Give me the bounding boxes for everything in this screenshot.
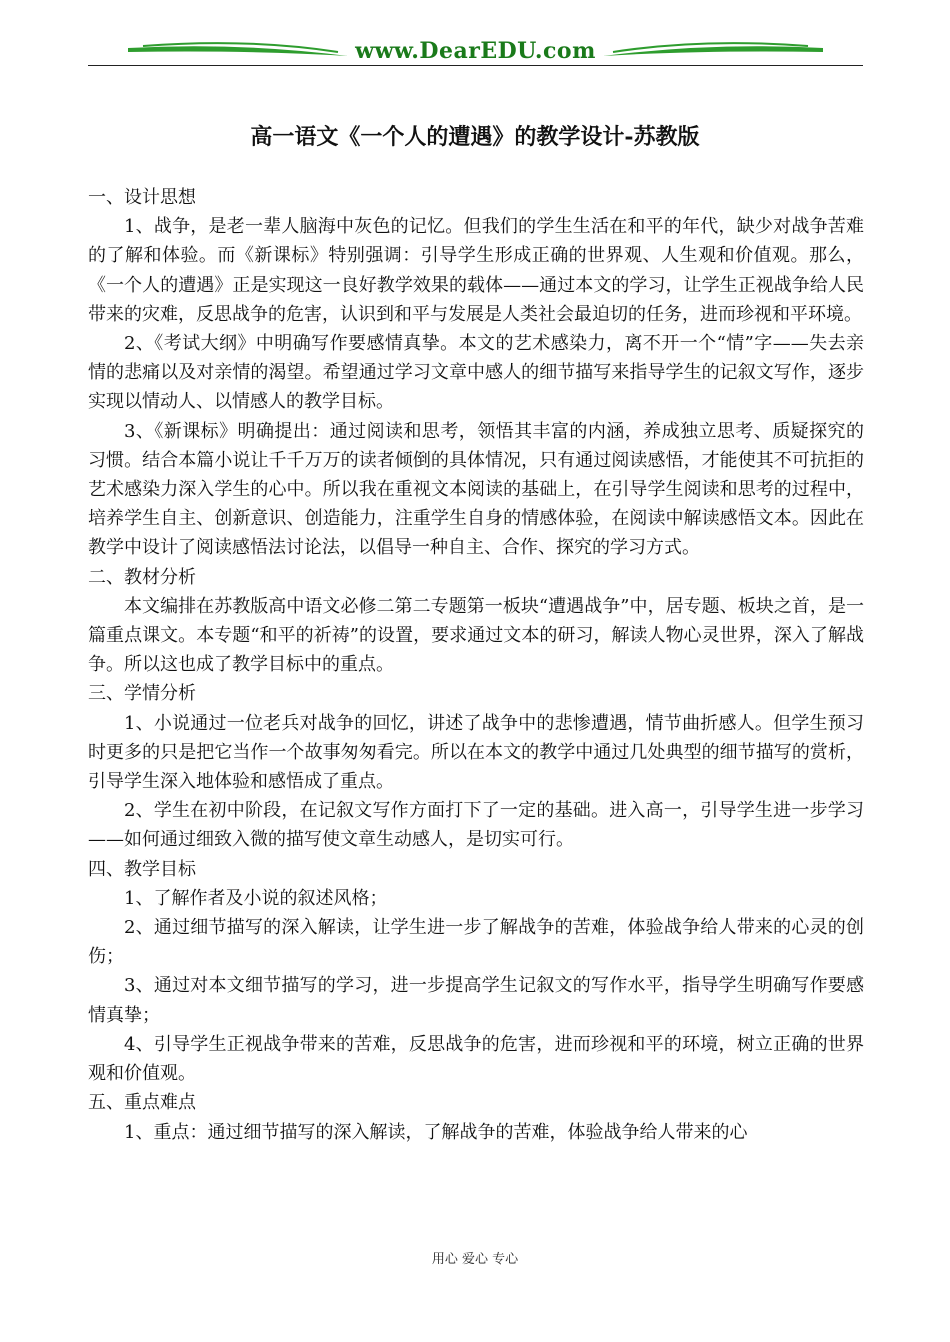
paragraph: 本文编排在苏教版高中语文必修二第二专题第一板块“遭遇战争”中，居专题、板块之首，是一篇重点课文。本专题“和平的祈祷”的设置，要求通过文本的研习，解读人物心灵世界，深入了解战争。所以这也成了教学目标中的重点。 [88,595,864,676]
section-material-analysis [88,563,864,680]
page-footer: 用心 爱心 专心 [431,1252,519,1267]
document-title: 高一语文《一个人的遭遇》的教学设计-苏教版 [250,124,700,150]
section-heading: 二、教材分析 [88,566,196,588]
paragraph: 2、学生在初中阶段，在记叙文写作方面打下了一定的基础。进入高一，引导学生进一步学习——如何通过细致入微的描写使文章生动感人，是切实可行。 [88,800,864,851]
paragraph: 3、《新课标》明确提出：通过阅读和思考，领悟其丰富的内涵，养成独立思考、质疑探究的习惯。结合本篇小说让千千万万的读者倾倒的具体情况，只有通过阅读感悟，才能使其不可抗拒的艺术感染力深入学生的心中。所以我在重视文本阅读的基础上，在引导学生阅读和思考的过程中，培养学生自主、创新意识、创造能力，注重学生自身的情感体验，在阅读中解读感悟文本。因此在教学中设计了阅读感悟法讨论法，以倡导一种自主、合作、探究的学习方式。 [88,420,864,559]
section-heading: 一、设计思想 [88,187,196,208]
section-teaching-goals [88,855,864,1089]
site-logo: www.DearEDU.com [355,38,596,64]
section-heading: 三、学情分析 [88,683,196,705]
paragraph: 1、战争，是老一辈人脑海中灰色的记忆。但我们的学生生活在和平的年代，缺少对战争苦难的了解和体验。而《新课标》特别强调：引导学生形成正确的世界观、人生观和价值观。那么，《一个人的遭遇》正是实现这一良好教学效果的载体——通过本文的学习，让学生正视战争给人民带来的灾难，反思战争的危害，认识到和平与发展是人类社会最迫切的任务，进而珍视和平环境。 [88,216,864,325]
paragraph: 4、引导学生正视战争带来的苦难，反思战争的危害，进而珍视和平的环境，树立正确的世界观和价值观。 [88,1033,864,1085]
paragraph: 3、通过对本文细节描写的学习，进一步提高学生记叙文的写作水平，指导学生明确写作要感情真挚； [88,975,864,1026]
document-body [88,183,864,1147]
paragraph: 2、《考试大纲》中明确写作要感情真挚。本文的艺术感染力，离不开一个“情”字——失去亲情的悲痛以及对亲情的渴望。希望通过学习文章中感人的细节描写来指导学生的记叙文写作，逐步实现以情动人、以情感人的教学目标。 [88,333,864,413]
section-heading: 五、重点难点 [88,1092,196,1114]
paragraph: 2、通过细节描写的深入解读，让学生进一步了解战争的苦难，体验战争给人带来的心灵的创伤； [88,917,864,968]
header-divider [88,65,863,66]
paragraph: 1、小说通过一位老兵对战争的回忆，讲述了战争中的悲惨遭遇，情节曲折感人。但学生预习时更多的只是把它当作一个故事匆匆看完。所以在本文的教学中通过几处典型的细节描写的赏析，引导学生深入地体验和感悟成了重点。 [88,712,864,793]
paragraph: 1、了解作者及小说的叙述风格； [124,887,388,909]
section-key-points [88,1088,864,1146]
paragraph: 1、重点：通过细节描写的深入解读，了解战争的苦难，体验战争给人带来的心 [124,1121,748,1143]
section-design-idea [88,183,864,563]
section-heading: 四、教学目标 [88,858,196,880]
section-learner-analysis [88,679,864,854]
